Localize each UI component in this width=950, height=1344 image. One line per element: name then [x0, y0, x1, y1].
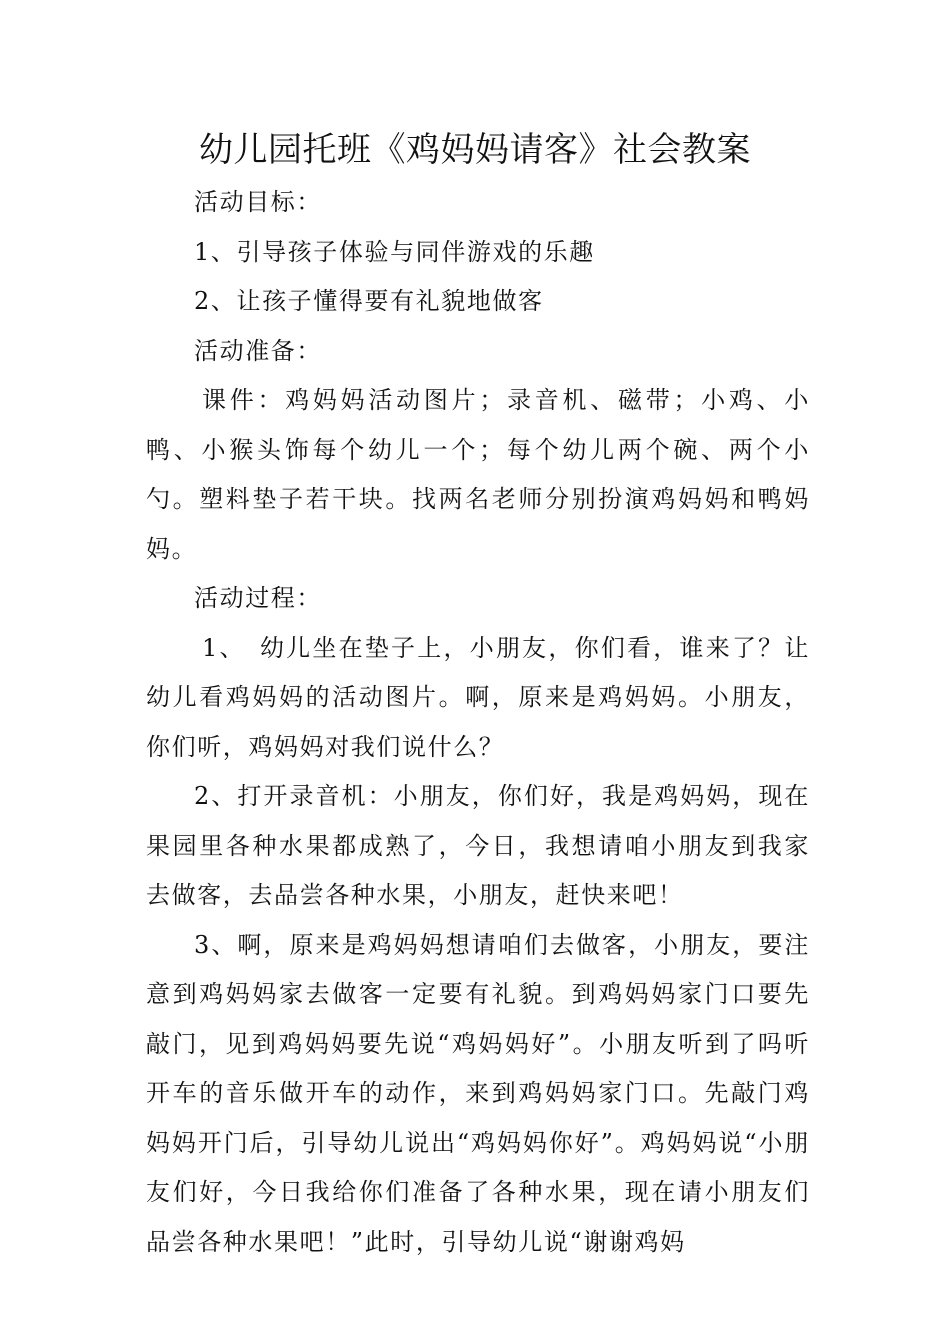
paragraph-step-3: 3、啊，原来是鸡妈妈想请咱们去做客，小朋友，要注意到鸡妈妈家去做客一定要有礼貌。到鸡妈妈家门口要先敲门，见到鸡妈妈要先说“鸡妈妈好”。小朋友听到了吗听开车的音乐做开车的动作，来到鸡妈妈家门口。先敲门鸡妈妈开门后，引导幼儿说出“鸡妈妈你好”。鸡妈妈说“小朋友们好，今日我给你们准备了各种水果，现在请小朋友们品尝各种水果吧！”此时，引导幼儿说“谢谢鸡妈	[146, 930, 810, 1256]
paragraph-heading-process: 活动过程：	[194, 584, 322, 612]
paragraph-goal-1: 1、引导孩子体验与同伴游戏的乐趣	[194, 237, 595, 266]
paragraph-goal-2: 2、让孩子懂得要有礼貌地做客	[194, 287, 544, 315]
paragraph-materials: 课件：鸡妈妈活动图片；录音机、磁带；小鸡、小鸭、小猴头饰每个幼儿一个；每个幼儿两个碗、两个小勺。塑料垫子若干块。找两名老师分别扮演鸡妈妈和鸭妈妈。	[146, 386, 810, 563]
paragraph-heading-preparation: 活动准备：	[194, 336, 322, 365]
paragraph-step-2: 2、打开录音机：小朋友，你们好，我是鸡妈妈，现在果园里各种水果都成熟了，今日，我想请咱小朋友到我家去做客，去品尝各种水果，小朋友，赶快来吧！	[146, 782, 810, 909]
document-title: 幼儿园托班《鸡妈妈请客》社会教案	[199, 130, 751, 170]
paragraph-step-1: 1、 幼儿坐在垫子上，小朋友，你们看，谁来了？让幼儿看鸡妈妈的活动图片。啊，原来是鸡妈妈。小朋友，你们听，鸡妈妈对我们说什么？	[146, 633, 810, 761]
document-body	[146, 178, 810, 1267]
paragraph-heading-goals: 活动目标：	[194, 188, 322, 216]
